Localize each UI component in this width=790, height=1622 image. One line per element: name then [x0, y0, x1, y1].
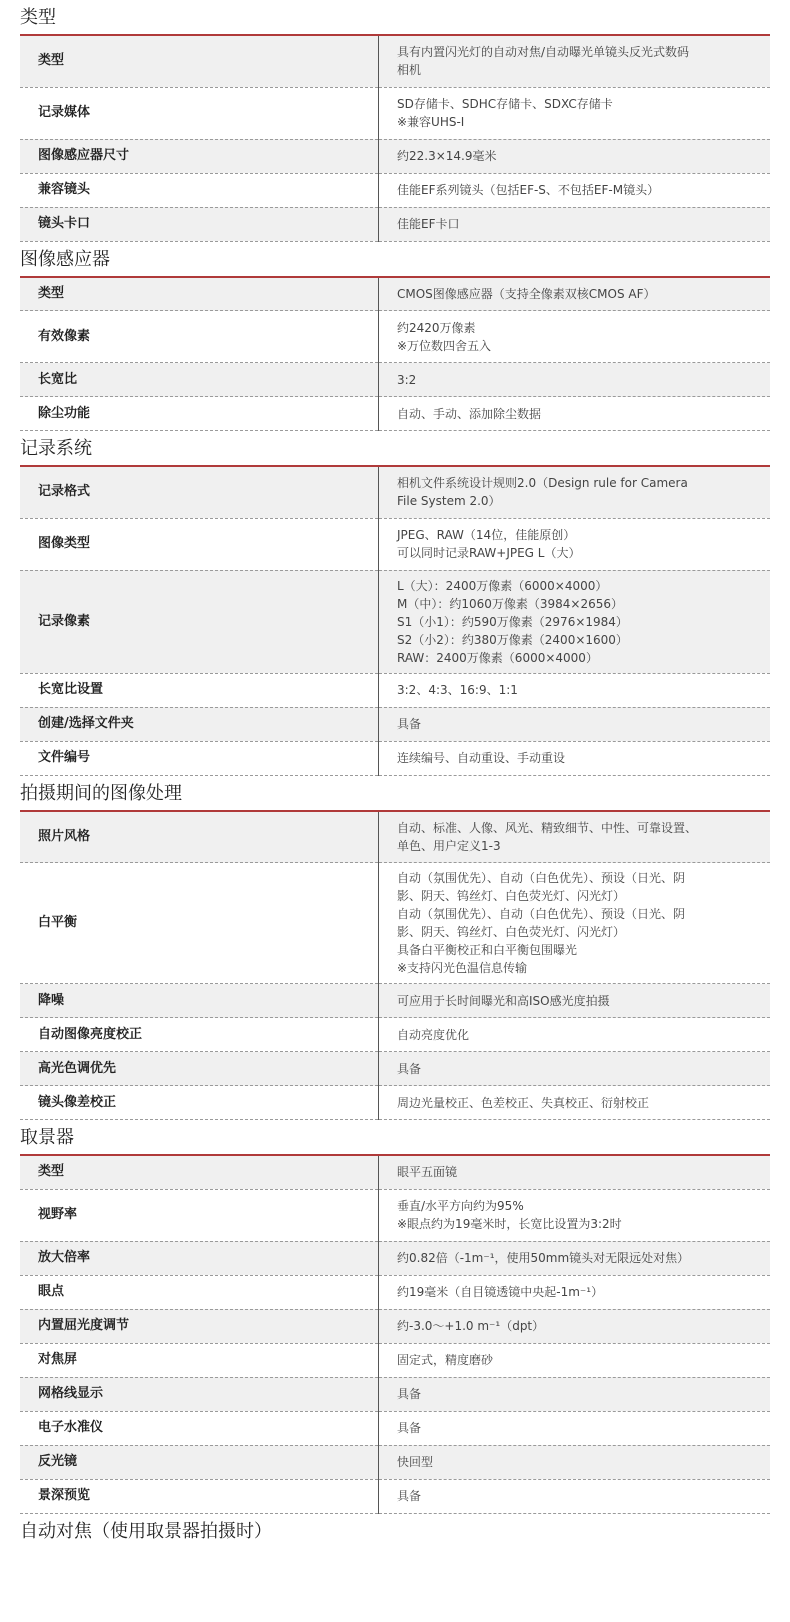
- spec-value: 连续编号、自动重设、手动重设: [379, 741, 771, 775]
- spec-value: CMOS图像感应器（支持全像素双核CMOS AF）: [379, 277, 771, 311]
- spec-value: 周边光量校正、色差校正、失真校正、衍射校正: [379, 1086, 771, 1120]
- spec-value: 自动（氛围优先）、自动（白色优先）、预设（日光、阴 影、阴天、钨丝灯、白色荧光灯、闪光灯） 自动（氛围优先）、自动（白色优先）、预设（日光、阴 影、阴天、钨丝灯、白色荧光灯、闪光灯） 具备白平衡校正和白平衡包围曝光 ※支持闪光色温信息传输: [379, 863, 771, 984]
- table-row: [20, 1479, 770, 1513]
- spec-label: 镜头像差校正: [20, 1086, 379, 1120]
- spec-label: 网格线显示: [20, 1377, 379, 1411]
- spec-label: 对焦屏: [20, 1343, 379, 1377]
- spec-table: [20, 1154, 770, 1514]
- table-row: [20, 35, 770, 87]
- spec-label: 图像感应器尺寸: [20, 139, 379, 173]
- spec-value: 约19毫米（自目镜透镜中央起-1m⁻¹）: [379, 1275, 771, 1309]
- section-title: 取景器: [20, 1127, 74, 1148]
- table-row: [20, 466, 770, 518]
- table-row: [20, 277, 770, 311]
- spec-value: 快回型: [379, 1445, 771, 1479]
- spec-label: 图像类型: [20, 518, 379, 570]
- spec-value: 具备: [379, 1052, 771, 1086]
- spec-value: 约2420万像素 ※万位数四舍五入: [379, 311, 771, 363]
- spec-value: 约22.3×14.9毫米: [379, 139, 771, 173]
- spec-value: 自动、标准、人像、风光、精致细节、中性、可靠设置、 单色、用户定义1-3: [379, 811, 771, 863]
- section-title: 图像感应器: [20, 248, 110, 270]
- spec-label: 记录格式: [20, 466, 379, 518]
- spec-label: 兼容镜头: [20, 173, 379, 207]
- section-title: 记录系统: [20, 438, 92, 459]
- spec-label: 景深预览: [20, 1479, 379, 1513]
- spec-label: 类型: [20, 277, 379, 311]
- table-row: [20, 1018, 770, 1052]
- spec-value: 固定式，精度磨砂: [379, 1343, 771, 1377]
- spec-label: 除尘功能: [20, 397, 379, 431]
- table-row: [20, 1377, 770, 1411]
- spec-label: 类型: [20, 1155, 379, 1189]
- spec-value: 约0.82倍（-1m⁻¹，使用50mm镜头对无限远处对焦）: [379, 1241, 771, 1275]
- spec-value: 具备: [379, 1377, 771, 1411]
- table-row: [20, 1275, 770, 1309]
- table-row: [20, 1189, 770, 1241]
- table-row: [20, 1411, 770, 1445]
- spec-label: 镜头卡口: [20, 207, 379, 241]
- table-row: [20, 673, 770, 707]
- spec-value: JPEG、RAW（14位，佳能原创） 可以同时记录RAW+JPEG L（大）: [379, 518, 771, 570]
- spec-label: 照片风格: [20, 811, 379, 863]
- spec-label: 电子水准仪: [20, 1411, 379, 1445]
- table-row: [20, 139, 770, 173]
- spec-label: 自动图像亮度校正: [20, 1018, 379, 1052]
- table-row: [20, 570, 770, 673]
- spec-label: 创建/选择文件夹: [20, 707, 379, 741]
- section-title: 自动对焦（使用取景器拍摄时）: [20, 1520, 272, 1542]
- table-row: [20, 363, 770, 397]
- spec-table: [20, 465, 770, 776]
- spec-label: 记录像素: [20, 570, 379, 673]
- table-row: [20, 518, 770, 570]
- table-row: [20, 707, 770, 741]
- section-title: 类型: [20, 7, 56, 28]
- spec-value: 垂直/水平方向约为95% ※眼点约为19毫米时，长宽比设置为3:2时: [379, 1189, 771, 1241]
- spec-table: [20, 34, 770, 242]
- spec-value: 3:2、4:3、16:9、1:1: [379, 673, 771, 707]
- table-row: [20, 1445, 770, 1479]
- spec-label: 长宽比: [20, 363, 379, 397]
- spec-label: 白平衡: [20, 863, 379, 984]
- table-row: [20, 1309, 770, 1343]
- spec-value: 具备: [379, 1479, 771, 1513]
- spec-value: SD存储卡、SDHC存储卡、SDXC存储卡 ※兼容UHS-I: [379, 87, 771, 139]
- table-row: [20, 1052, 770, 1086]
- table-row: [20, 1343, 770, 1377]
- spec-value: 自动亮度优化: [379, 1018, 771, 1052]
- table-row: [20, 173, 770, 207]
- spec-value: 具备: [379, 1411, 771, 1445]
- spec-value: 3:2: [379, 363, 771, 397]
- table-row: [20, 1086, 770, 1120]
- spec-label: 降噪: [20, 984, 379, 1018]
- spec-label: 反光镜: [20, 1445, 379, 1479]
- spec-label: 眼点: [20, 1275, 379, 1309]
- spec-value: 相机文件系统设计规则2.0（Design rule for Camera File System 2.0）: [379, 466, 771, 518]
- spec-label: 放大倍率: [20, 1241, 379, 1275]
- spec-label: 长宽比设置: [20, 673, 379, 707]
- spec-label: 内置屈光度调节: [20, 1309, 379, 1343]
- spec-value: 佳能EF卡口: [379, 207, 771, 241]
- table-row: [20, 311, 770, 363]
- spec-table: [20, 276, 770, 432]
- table-row: [20, 1155, 770, 1189]
- spec-value: 约-3.0～+1.0 m⁻¹（dpt）: [379, 1309, 771, 1343]
- spec-value: 可应用于长时间曝光和高ISO感光度拍摄: [379, 984, 771, 1018]
- table-row: [20, 87, 770, 139]
- spec-label: 类型: [20, 35, 379, 87]
- table-row: [20, 397, 770, 431]
- spec-value: 眼平五面镜: [379, 1155, 771, 1189]
- spec-label: 有效像素: [20, 311, 379, 363]
- spec-label: 视野率: [20, 1189, 379, 1241]
- spec-value: 佳能EF系列镜头（包括EF-S、不包括EF-M镜头）: [379, 173, 771, 207]
- spec-value: 自动、手动、添加除尘数据: [379, 397, 771, 431]
- spec-table: [20, 810, 770, 1121]
- table-row: [20, 741, 770, 775]
- section-title: 拍摄期间的图像处理: [20, 782, 182, 804]
- spec-value: 具备: [379, 707, 771, 741]
- spec-value: 具有内置闪光灯的自动对焦/自动曝光单镜头反光式数码 相机: [379, 35, 771, 87]
- table-row: [20, 207, 770, 241]
- spec-label: 高光色调优先: [20, 1052, 379, 1086]
- table-row: [20, 863, 770, 984]
- table-row: [20, 811, 770, 863]
- table-row: [20, 984, 770, 1018]
- spec-label: 文件编号: [20, 741, 379, 775]
- spec-label: 记录媒体: [20, 87, 379, 139]
- table-row: [20, 1241, 770, 1275]
- spec-value: L（大）：2400万像素（6000×4000） M（中）：约1060万像素（3984×2656） S1（小1）：约590万像素（2976×1984） S2（小2）：约380万像素（2400×1600） RAW：2400万像素（6000×4000）: [379, 570, 771, 673]
